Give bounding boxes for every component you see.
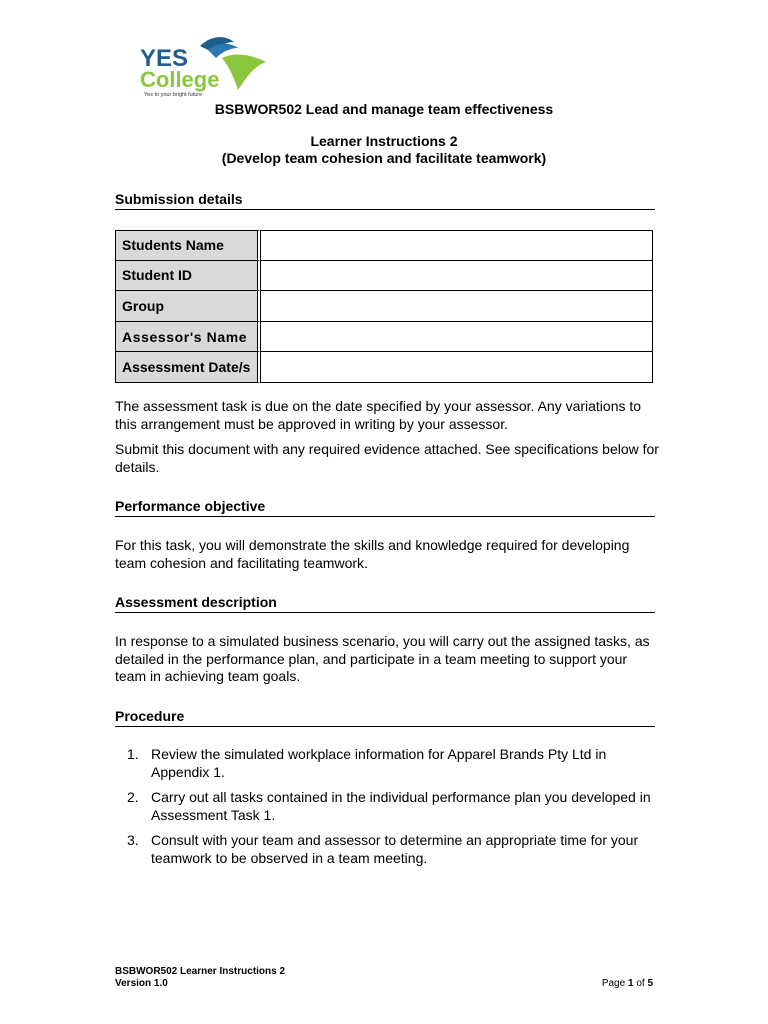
list-item (115, 789, 660, 824)
logo-name-top: YES (140, 45, 189, 72)
college-logo (138, 32, 270, 100)
row-label-student-id: Student ID (115, 261, 260, 292)
procedure-list (115, 746, 660, 875)
step-number: 2. (127, 789, 139, 805)
submission-table (115, 230, 653, 383)
table-row (115, 291, 653, 322)
due-date-paragraph: The assessment task is due on the date specified by your assessor. Any variations to this arrangement must be approved in writing by your assessor. (115, 398, 642, 432)
student-id-field[interactable] (260, 261, 653, 292)
student-name-field[interactable] (260, 230, 653, 261)
swoosh-icon (222, 55, 266, 90)
page-number (602, 978, 653, 990)
assessment-date-field[interactable] (260, 352, 653, 383)
page-current: 1 (627, 978, 634, 989)
performance-heading: Performance objective (115, 498, 655, 517)
list-item (115, 832, 660, 867)
step-text: Carry out all tasks contained in the individual performance plan you developed in Assessment Task 1. (151, 789, 651, 823)
row-label-group: Group (115, 291, 260, 322)
step-number: 3. (127, 832, 139, 848)
table-row (115, 322, 653, 353)
step-number: 1. (127, 746, 139, 762)
instructions-subtitle: (Develop team cohesion and facilitate teamwork) (221, 150, 547, 166)
assessment-text: In response to a simulated business scenario, you will carry out the assigned tasks, as detailed in the performance plan, and participate in a team meeting to support your team in achieving team goals. (115, 633, 650, 684)
logo-name-bottom: College (140, 67, 220, 92)
step-text: Consult with your team and assessor to determine an appropriate time for your teamwork to be observed in a team meeting. (151, 832, 639, 866)
group-field[interactable] (260, 291, 653, 322)
page-of: of (636, 978, 645, 989)
table-row (115, 261, 653, 292)
row-label-assessment-date: Assessment Date/s (115, 352, 260, 383)
step-text: Review the simulated workplace information for Apparel Brands Pty Ltd in Appendix 1. (151, 746, 607, 780)
page-label: Page (601, 978, 626, 989)
logo-tagline: Yes to your bright future (144, 92, 203, 98)
procedure-heading: Procedure (115, 708, 655, 727)
instructions-title: Learner Instructions 2 (310, 133, 458, 149)
assessor-name-field[interactable] (260, 322, 653, 353)
submit-paragraph: Submit this document with any required evidence attached. See specifications below for details. (115, 441, 659, 475)
footer-doc-info (115, 966, 285, 990)
table-row (115, 230, 653, 261)
table-row (115, 352, 653, 383)
page-total: 5 (647, 978, 653, 989)
row-label-assessor-name: Assessor's Name (115, 322, 260, 353)
performance-text: For this task, you will demonstrate the skills and knowledge required for developing team cohesion and facilitating teamwork. (115, 537, 630, 571)
assessment-heading: Assessment description (115, 594, 655, 613)
submission-heading: Submission details (115, 191, 655, 210)
row-label-student-name: Students Name (115, 230, 260, 261)
footer-doc-name: BSBWOR502 Learner Instructions 2 (115, 966, 286, 977)
list-item (115, 746, 660, 781)
course-title: BSBWOR502 Lead and manage team effectiveness (214, 101, 554, 117)
footer-version: Version 1.0 (115, 978, 168, 989)
